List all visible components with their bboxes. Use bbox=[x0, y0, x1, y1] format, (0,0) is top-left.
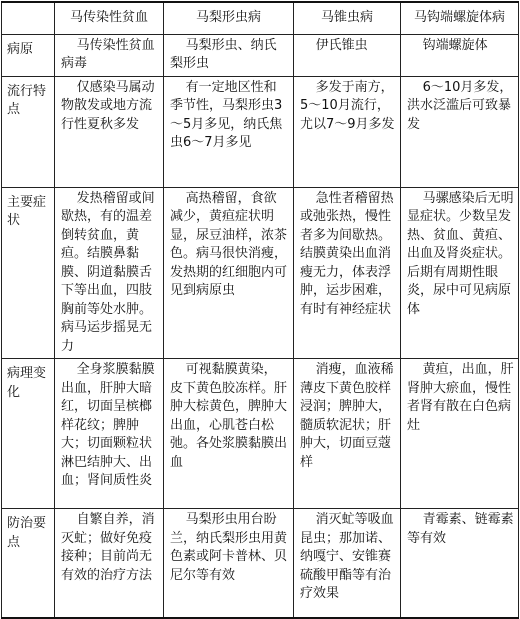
row-label: 防治要点 bbox=[2, 509, 55, 618]
table-cell bbox=[55, 509, 164, 618]
table-cell bbox=[401, 34, 519, 76]
table-cell bbox=[55, 34, 164, 76]
table-cell bbox=[401, 359, 519, 509]
table-cell bbox=[164, 187, 294, 359]
cell-text: 马梨形虫用台盼兰，纳氏梨形虫用黄色素或阿卡普林、贝尼尔等有效 bbox=[170, 512, 288, 583]
table-row bbox=[2, 509, 519, 618]
row-label: 流行特点 bbox=[2, 76, 55, 187]
table-cell bbox=[401, 187, 519, 359]
header-cell: 马钩端螺旋体病 bbox=[401, 2, 519, 34]
row-label: 病理变化 bbox=[2, 359, 55, 509]
cell-text: 消灭虻等吸血昆虫；那加诺、纳嘎宁、安锥赛硫酸甲酯等有治疗效果 bbox=[300, 512, 394, 601]
table-cell bbox=[55, 359, 164, 509]
table-cell bbox=[401, 76, 519, 187]
table-row bbox=[2, 359, 519, 509]
table-cell bbox=[294, 187, 401, 359]
header-cell: 马梨形虫病 bbox=[164, 2, 294, 34]
table-cell bbox=[55, 187, 164, 359]
table-cell bbox=[294, 359, 401, 509]
cell-text: 发热稽留或间歇热，有的温差倒转贫血，黄疸。结膜鼻黏膜、阴道黏膜舌下等出血，四肢胸前等处水肿。病马运步摇晃无力 bbox=[61, 190, 155, 354]
header-cell: 马锥虫病 bbox=[294, 2, 401, 34]
row-label: 病原 bbox=[2, 34, 55, 76]
header-cell: 马传染性贫血 bbox=[55, 2, 164, 34]
cell-text: 有一定地区性和季节性，马梨形虫3～5月多见，纳氏焦虫6～7月多见 bbox=[170, 79, 283, 150]
table-cell bbox=[401, 509, 519, 618]
header-corner-cell bbox=[2, 2, 55, 34]
table-cell bbox=[294, 509, 401, 618]
table-cell bbox=[55, 76, 164, 187]
cell-text: 6～10月多发，洪水泛滥后可致暴发 bbox=[407, 79, 513, 132]
cell-text: 仅感染马属动物散发或地方流行性夏秋多发 bbox=[61, 79, 155, 132]
cell-text: 消瘦，血液稀薄皮下黄色胶样浸润；脾肿大，髓质软泥状；肝肿大，切面豆蔻样 bbox=[300, 362, 394, 470]
table-cell bbox=[164, 34, 294, 76]
cell-text: 多发于南方，5～10月流行，尤以7～9月多发 bbox=[300, 79, 395, 132]
table-cell bbox=[164, 509, 294, 618]
cell-text: 伊氏锥虫 bbox=[315, 37, 368, 53]
table-row bbox=[2, 34, 519, 76]
cell-text: 急性者稽留热或弛张热，慢性者多为间歇热。结膜黄染出血消瘦无力，体表浮肿，运步困难，有时有神经症状 bbox=[300, 190, 394, 317]
table-cell bbox=[164, 76, 294, 187]
table-row bbox=[2, 187, 519, 359]
table-cell bbox=[294, 34, 401, 76]
cell-text: 钩端螺旋体 bbox=[422, 37, 488, 53]
table-cell bbox=[294, 76, 401, 187]
cell-text: 青霉素、链霉素等有效 bbox=[407, 512, 514, 546]
comparison-table bbox=[1, 1, 519, 619]
cell-text: 马梨形虫、纳氏梨形虫 bbox=[170, 37, 277, 71]
cell-text: 自繁自养，消灭虻；做好免疫接种；目前尚无有效的治疗方法 bbox=[61, 512, 155, 583]
cell-text: 马传染性贫血病毒 bbox=[61, 37, 155, 71]
table-header-row bbox=[2, 2, 519, 34]
cell-text: 全身浆膜黏膜出血，肝肿大暗红，切面呈槟榔样花纹；脾肿大；切面颗粒状淋巴结肿大、出血；肾间质性炎 bbox=[61, 362, 155, 488]
row-label: 主要症状 bbox=[2, 187, 55, 359]
cell-text: 马骡感染后无明显症状。少数呈发热、贫血、黄疸、出血及肾炎症状。后期有周期性眼炎，尿中可见病原体 bbox=[407, 190, 514, 317]
table-row bbox=[2, 76, 519, 187]
cell-text: 高热稽留，食欲减少，黄疸症状明显，尿豆油样，浓茶色。病马很快消瘦，发热期的红细胞内可见到病原虫 bbox=[170, 190, 288, 298]
cell-text: 可视黏膜黄染，皮下黄色胶冻样。肝肿大棕黄色，脾肿大出血，心肌苍白松弛。各处浆膜黏膜出血 bbox=[170, 362, 288, 470]
cell-text: 黄疸，出血，肝肾肿大瘀血，慢性者肾有散在白色病灶 bbox=[407, 362, 514, 433]
table-cell bbox=[164, 359, 294, 509]
